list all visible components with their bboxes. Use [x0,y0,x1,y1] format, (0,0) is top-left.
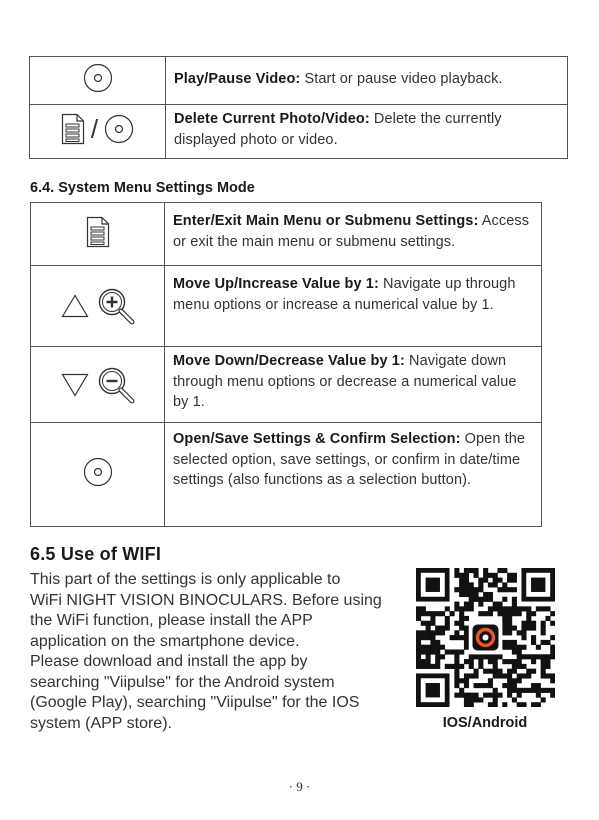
description-cell [166,105,568,159]
section-title: 6.5 Use of WIFI [30,544,162,564]
table-row [31,266,542,347]
qr-caption: IOS/Android [442,715,528,731]
row-title: Enter/Exit Main Menu or Submenu Settings: [173,213,479,229]
icon-cell [30,105,166,159]
row-title: Play/Pause Video: [174,71,301,87]
icon-cell [31,266,165,347]
row-text: Delete the currently displayed photo or video. [174,111,502,148]
row-text: Open the selected option, save settings, or confirm in date/time settings (also functions as a selection button). [173,431,526,488]
row-text: Access or exit the main menu or submenu settings. [173,213,530,250]
row-title: Delete Current Photo/Video: [174,111,370,127]
menu-button-icon [86,216,110,248]
row-text: Start or pause video playback. [300,71,503,87]
table-row [31,423,542,527]
table-row [30,105,568,159]
row-text: Navigate up through menu options or increase a numerical value by 1. [173,276,516,313]
table-row [31,203,542,266]
up-triangle-icon [61,294,89,318]
section-title: 6.4. System Menu Settings Mode [30,180,255,196]
icon-cell [31,347,165,423]
icon-cell [31,203,165,266]
down-triangle-icon [61,373,89,397]
menu-button-icon [61,113,85,145]
icon-separator: / [90,114,99,144]
menu-controls-table [30,202,542,527]
video-controls-table [29,56,568,159]
round-button-icon [104,114,134,144]
row-title: Move Down/Decrease Value by 1: [173,353,405,369]
table-row [31,347,542,423]
description-cell [165,203,542,266]
icon-cell [31,423,165,527]
round-button-icon [83,457,113,487]
app-qr-code [416,568,555,707]
zoom-in-icon [97,287,135,325]
zoom-out-icon [97,366,135,404]
description-cell [166,57,568,105]
description-cell [165,423,542,527]
description-cell [165,347,542,423]
description-cell [165,266,542,347]
page-number: · 9 · [288,779,311,794]
table-row [30,57,568,105]
icon-cell [30,57,166,105]
row-title: Open/Save Settings & Confirm Selection: [173,431,461,447]
row-title: Move Up/Increase Value by 1: [173,276,379,292]
wifi-instructions: This part of the settings is only applicable to WiFi NIGHT VISION BINOCULARS. Before using the WiFi function, please install the APP application on the smartphone device. Please download and install the app by searching "Viipulse" for the Android system (Google Play), searching "Viipulse" for the IOS system (APP store). [30,571,382,732]
round-button-icon [83,63,113,93]
row-text: Navigate down through menu options or decrease a numerical value by 1. [173,353,517,410]
